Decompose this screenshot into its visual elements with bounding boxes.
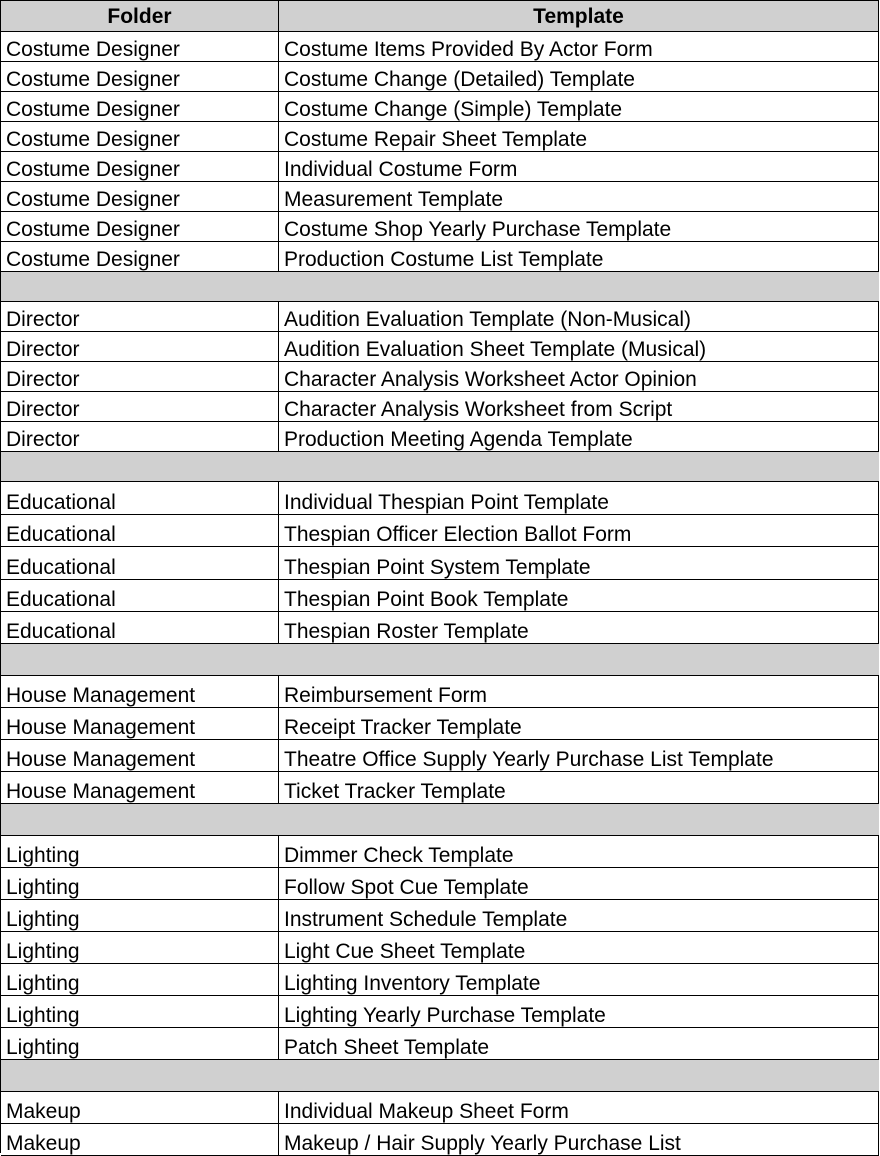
section-separator-row <box>1 644 879 676</box>
template-cell: Ticket Tracker Template <box>279 772 879 803</box>
template-cell: Makeup / Hair Supply Yearly Purchase List <box>279 1124 879 1155</box>
template-cell: Costume Repair Sheet Template <box>279 122 879 151</box>
template-cell: Costume Items Provided By Actor Form <box>279 32 879 61</box>
table-header-row <box>1 1 879 32</box>
table-row <box>1 580 879 612</box>
table-row <box>1 900 879 932</box>
template-cell: Individual Thespian Point Template <box>279 482 879 514</box>
table-row <box>1 62 879 92</box>
folder-cell: Costume Designer <box>1 242 279 271</box>
table-row <box>1 32 879 62</box>
template-column-header: Template <box>279 1 879 31</box>
template-cell: Light Cue Sheet Template <box>279 932 879 963</box>
table-row <box>1 996 879 1028</box>
separator-cell <box>1 272 879 301</box>
table-row <box>1 332 879 362</box>
folder-cell: Costume Designer <box>1 92 279 121</box>
table-row <box>1 740 879 772</box>
template-cell: Audition Evaluation Sheet Template (Musical) <box>279 332 879 361</box>
folder-cell: House Management <box>1 772 279 803</box>
template-cell: Costume Change (Simple) Template <box>279 92 879 121</box>
template-cell: Instrument Schedule Template <box>279 900 879 931</box>
table-row <box>1 676 879 708</box>
separator-cell <box>1 644 879 675</box>
folder-cell: Lighting <box>1 868 279 899</box>
separator-cell <box>1 804 879 835</box>
section-separator-row <box>1 1060 879 1092</box>
folder-cell: Director <box>1 392 279 421</box>
table-row <box>1 362 879 392</box>
template-cell: Follow Spot Cue Template <box>279 868 879 899</box>
table-row <box>1 772 879 804</box>
table-row <box>1 392 879 422</box>
template-cell: Costume Shop Yearly Purchase Template <box>279 212 879 241</box>
folder-cell: Director <box>1 302 279 331</box>
folder-cell: Educational <box>1 612 279 643</box>
template-cell: Thespian Officer Election Ballot Form <box>279 515 879 546</box>
template-cell: Lighting Yearly Purchase Template <box>279 996 879 1027</box>
template-cell: Theatre Office Supply Yearly Purchase List Template <box>279 740 879 771</box>
template-cell: Character Analysis Worksheet Actor Opinion <box>279 362 879 391</box>
table-row <box>1 1092 879 1124</box>
template-cell: Patch Sheet Template <box>279 1028 879 1059</box>
section-separator-row <box>1 452 879 482</box>
table-row <box>1 92 879 122</box>
separator-cell <box>1 1060 879 1091</box>
folder-cell: Lighting <box>1 932 279 963</box>
table-row <box>1 482 879 515</box>
template-cell: Character Analysis Worksheet from Script <box>279 392 879 421</box>
table-row <box>1 302 879 332</box>
table-row <box>1 836 879 868</box>
folder-cell: Costume Designer <box>1 152 279 181</box>
folder-cell: Director <box>1 332 279 361</box>
table-row <box>1 708 879 740</box>
folder-cell: Lighting <box>1 1028 279 1059</box>
folder-cell: Director <box>1 422 279 451</box>
folder-cell: Makeup <box>1 1124 279 1155</box>
folder-cell: Costume Designer <box>1 182 279 211</box>
section-separator-row <box>1 272 879 302</box>
folder-cell: Educational <box>1 482 279 514</box>
table-row <box>1 242 879 272</box>
folder-cell: Educational <box>1 515 279 546</box>
folder-cell: House Management <box>1 740 279 771</box>
template-cell: Reimbursement Form <box>279 676 879 707</box>
folder-cell: Director <box>1 362 279 391</box>
template-cell: Receipt Tracker Template <box>279 708 879 739</box>
table-row <box>1 1124 879 1156</box>
folder-cell: Lighting <box>1 964 279 995</box>
template-cell: Thespian Point System Template <box>279 547 879 579</box>
template-cell: Thespian Roster Template <box>279 612 879 643</box>
template-cell: Production Meeting Agenda Template <box>279 422 879 451</box>
table-row <box>1 212 879 242</box>
folder-cell: Lighting <box>1 900 279 931</box>
folder-cell: Educational <box>1 580 279 611</box>
folder-column-header: Folder <box>1 1 279 31</box>
section-separator-row <box>1 804 879 836</box>
table-row <box>1 422 879 452</box>
template-cell: Individual Costume Form <box>279 152 879 181</box>
template-cell: Lighting Inventory Template <box>279 964 879 995</box>
table-row <box>1 547 879 580</box>
folder-cell: Lighting <box>1 836 279 867</box>
folder-cell: Educational <box>1 547 279 579</box>
folder-cell: House Management <box>1 708 279 739</box>
folder-cell: Makeup <box>1 1092 279 1123</box>
table-row <box>1 964 879 996</box>
folder-cell: Costume Designer <box>1 32 279 61</box>
template-cell: Audition Evaluation Template (Non-Musical) <box>279 302 879 331</box>
template-cell: Production Costume List Template <box>279 242 879 271</box>
folder-cell: Costume Designer <box>1 212 279 241</box>
template-cell: Measurement Template <box>279 182 879 211</box>
template-cell: Costume Change (Detailed) Template <box>279 62 879 91</box>
table-row <box>1 932 879 964</box>
table-row <box>1 182 879 212</box>
table-row <box>1 612 879 644</box>
folder-cell: House Management <box>1 676 279 707</box>
table-row <box>1 868 879 900</box>
table-row <box>1 152 879 182</box>
template-cell: Thespian Point Book Template <box>279 580 879 611</box>
template-cell: Individual Makeup Sheet Form <box>279 1092 879 1123</box>
table-row <box>1 122 879 152</box>
table-row <box>1 1028 879 1060</box>
table-row <box>1 515 879 547</box>
template-cell: Dimmer Check Template <box>279 836 879 867</box>
folder-cell: Costume Designer <box>1 122 279 151</box>
folder-cell: Costume Designer <box>1 62 279 91</box>
folder-cell: Lighting <box>1 996 279 1027</box>
table-body <box>1 32 879 1156</box>
separator-cell <box>1 452 879 481</box>
